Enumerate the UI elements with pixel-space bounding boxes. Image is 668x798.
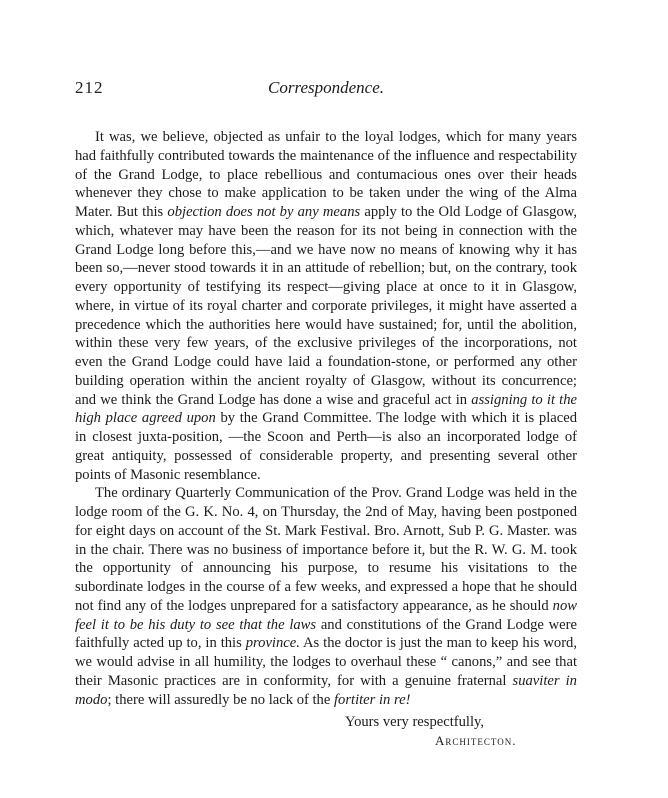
text-run: It was, we believe, objected as unfair to the loyal lodges, which for many years had faithfully contributed towards the maintenance of the influence and respectability of the Grand Lodge, to place rebellious and contumacious ones over their heads whenever they chose to make application to be taken under the wing of the Alma Mater. But this <box>75 129 577 220</box>
running-title: Correspondence. <box>268 78 384 97</box>
italic-text-run: assigning to it the high place agreed upon <box>75 391 578 427</box>
signature: Architecton. <box>435 733 517 748</box>
text-run: apply to the Old Lodge of Glasgow, which, whatever may have been the reason for its not being in connection with the Grand Lodge long before this,—and we have now no means of knowing why it has been so,—never stood towards it in an attitude of rebellion; but, on the contrary, took every opportunity of testifying its respect—giving place at once to it in Glasgow, where, in virtue of its royal charter and corporate privileges, it might have asserted a precedence which the authorities here would have sustained; for, until the abolition, within these very few years, of the exclusive privileges of the incorporations, not even the Grand Lodge could have laid a foundation-stone, or performed any other building operation within the ancient royalty of Glasgow, without its concurrence; and we think the Grand Lodge has done a wise and graceful act in <box>75 204 577 408</box>
text-run: and constitutions of the Grand Lodge were faithfully acted up to, in this <box>75 616 577 652</box>
text-run: The ordinary Quarterly Communication of the Prov. Grand Lodge was held in the lodge room of the G. K. No. 4, on Thursday, the 2nd of May, having been postponed for eight days on account of the St. Mark Festival. Bro. Arnott, Sub P. G. Master. was in the chair. There was no business of importance before it, but the R. W. G. M. took the opportunity of announcing his purpose, to resume his visitations to the subordinate lodges in the course of a few weeks, and expressed a hope that he should not find any of the lodges unprepared for a satisfactory appearance, as he should <box>75 485 577 614</box>
page-header <box>75 70 577 100</box>
paragraph-2 <box>75 484 577 709</box>
italic-text-run: now feel it to be his duty to see that the laws <box>75 597 577 633</box>
text-run: by the Grand Committee. The lodge with which it is placed in closest juxta-position, —the Scoon and Perth—is also an incorporated lodge of great antiquity, possessed of considerable property, and presenting several other points of Masonic resemblance. <box>75 410 577 483</box>
italic-text-run: fortiter in re! <box>333 691 411 708</box>
text-run: ; there will assuredly be no lack of the <box>107 691 334 708</box>
italic-text-run: province. <box>245 635 300 652</box>
page <box>75 70 577 751</box>
letter-closing <box>75 713 577 751</box>
text-run: As the doctor is just the man to keep his word, we would advise in all humility, the lodges to overhaul these “ canons,” and see that their Masonic practices are in conformity, for with a genuine fraternal <box>75 635 577 689</box>
page-number: 212 <box>75 78 104 97</box>
article-body <box>75 128 577 709</box>
italic-text-run: objection does not by any means <box>167 204 361 220</box>
sign-off: Yours very respectfully, <box>345 714 485 731</box>
italic-text-run: suaviter in modo <box>75 672 577 708</box>
paragraph-1 <box>75 128 577 484</box>
